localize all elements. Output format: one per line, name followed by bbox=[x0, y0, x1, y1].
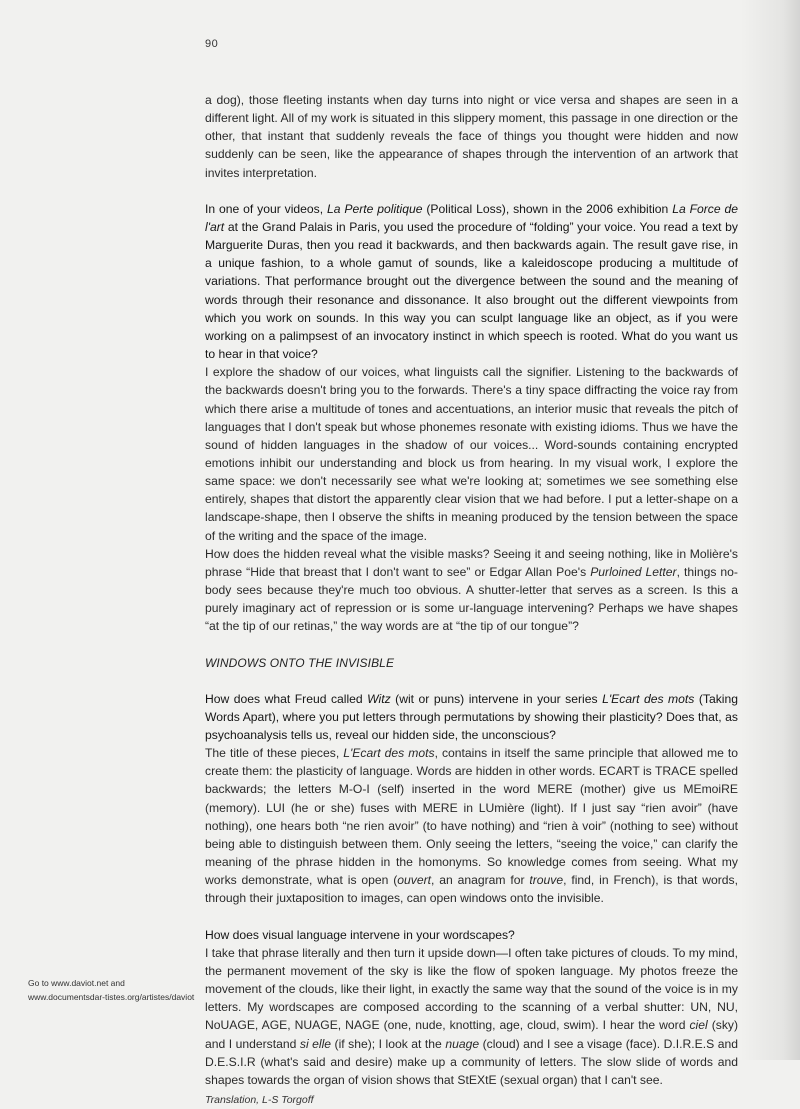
text-run: a dog), those fleeting instants when day turns into night or vice versa and shapes are seen in a different light. All of my work is situated in this slippery moment, this passage in one direction or the other, that instant that suddenly reveals the face of things you thought were hidden and now suddenly can be seen, like the appearance of shapes through the intervention of an artwork that invites interpretation. bbox=[205, 93, 738, 180]
italic-title: L'Ecart des mots bbox=[602, 691, 695, 706]
text-run: at the Grand Palais in Paris, you used the procedure of “folding” your voice. You read a text by Marguerite Duras, then you read it backwards, and then backwards again. The result gave rise, in a unique fashion, to a whole gamut of sounds, like a kaleidoscope producing a multitude of variations. That performance brought out the divergence between the sound and the meaning of words through their resonance and dissonance. It also brought out the different viewpoints from which you work on sounds. In this way you can sculpt language like an object, as if you were working on a palimpsest of an invocatory instinct in which speech is rooted. What do you want us to hear in that voice? bbox=[205, 219, 738, 362]
paragraph bbox=[205, 91, 738, 182]
interview-question bbox=[205, 926, 738, 944]
text-run: , contains in itself the same principle that allowed me to create them: the plasticity of language. Words are hidden in other words. ECART is TRACE spelled backwards; the letters M-O-I (self) inserted in the word MERE (mother) give us MEmoiRE (memory). LUI (he or she) fuses with MERE in LUmière (light). If I just say “rien avoir” (have nothing), one hears both “ne rien avoir” (to have nothing) and “rien à voir” (nothing to see) without being able to distinguish between them. Only seeing the letters, “seeing the voice,” can clarify the meaning of the phrase hidden in the homonyms. So knowledge comes from seeing. What my works demonstrate, what is open ( bbox=[205, 746, 738, 888]
text-run: , find, in French), is that words, through their juxtaposition to images, can open windows onto the invisible. bbox=[205, 873, 738, 906]
text-run: How does visual language intervene in your wordscapes? bbox=[205, 927, 515, 942]
text-run: (Taking Words Apart), where you put letters through permutations by showing their plasticity? Does that, as psychoanalysis tells us, reveal our hidden side, the unconscious? bbox=[205, 691, 738, 742]
text-run: (cloud) and I see a visage (face). D.I.R.E.S and D.E.S.I.R (what's said and desire) make up a community of letters. The slow slide of words and shapes towards the organ of vision shows that StEXtE (sexual organ) that I can't see. bbox=[205, 1036, 738, 1087]
interview-answer bbox=[205, 363, 738, 545]
text-run: (sky) and I understand bbox=[205, 1018, 738, 1051]
interview-question bbox=[205, 200, 738, 363]
interview-answer bbox=[205, 545, 738, 636]
text-run: , an anagram for bbox=[431, 873, 530, 888]
interview-question bbox=[205, 690, 738, 744]
interview-answer bbox=[205, 744, 738, 907]
text-run: How does what Freud called bbox=[205, 691, 368, 706]
translation-credit: Translation, L-S Torgoff bbox=[205, 1093, 314, 1106]
section-heading: WINDOWS ONTO THE INVISIBLE bbox=[205, 655, 395, 670]
text-run: How does the hidden reveal what the visible masks? Seeing it and seeing nothing, like in Molière's phrase “Hide that breast that I don't want to see” or Edgar Allan Poe's bbox=[205, 546, 738, 579]
text-run: (if she); I look at the bbox=[331, 1036, 446, 1051]
italic-title: trouve bbox=[529, 873, 564, 888]
text-run: , things no-body sees because they're much too obvious. A shutter-letter that serves as a screen. Is this a purely imaginary act of repression or is some ur-language intervening? Perhaps we have shapes “at the tip of our retinas,” the way words are at “the tip of our tongue”? bbox=[205, 564, 738, 634]
italic-title: ciel bbox=[689, 1018, 708, 1033]
page-gutter-shadow bbox=[740, 0, 800, 1060]
italic-title: La Force de l'art bbox=[205, 201, 738, 234]
text-run: I take that phrase literally and then turn it upside down—I often take pictures of clouds. To my mind, the permanent movement of the sky is like the flow of spoken language. My photos freeze the movement of the clouds, like their light, in exactly the same way that the sound of the voice is in my letters. My wordscapes are composed according to the scanning of a verbal shutter: UN, NU, NoUAGE, AGE, NUAGE, NAGE (one, nude, knotting, age, cloud, swim). I hear the word bbox=[205, 945, 738, 1033]
italic-title: L'Ecart des mots bbox=[343, 746, 435, 761]
italic-title: Witz bbox=[367, 691, 391, 706]
italic-title: La Perte politique bbox=[326, 201, 423, 216]
text-run: The title of these pieces, bbox=[205, 746, 344, 761]
page-number: 90 bbox=[205, 38, 219, 50]
interview-answer bbox=[205, 944, 738, 1089]
text-run: (wit or puns) intervene in your series bbox=[390, 691, 603, 706]
sidenote-links: Go to www.daviot.net and www.documentsdar-tistes.org/artistes/daviot bbox=[28, 978, 195, 1002]
italic-title: nuage bbox=[445, 1036, 480, 1051]
italic-title: Purloined Letter bbox=[590, 564, 677, 579]
text-run: I explore the shadow of our voices, what linguists call the signifier. Listening to the backwards of the backwards doesn't bring you to the forwards. There's a tiny space diffracting the voice ray from which there arise a multitude of tones and accentuations, an interior music that reveals the pitch of languages that I don't speak but whose phonemes resonate with existing idioms. Thus we have the sound of hidden languages in the shadow of our voices... Word-sounds containing encrypted emotions inhibit our understanding and block us from hearing. In my visual work, I explore the same space: we don't necessarily see what we're looking at; sometimes we see something else entirely, shapes that distort the apparently clear vision that we had before. I put a letter-shape on a landscape-shape, then I observe the shifts in meaning produced by the tension between the space of the writing and the space of the image. bbox=[205, 365, 738, 543]
text-column bbox=[205, 91, 738, 1109]
text-run: (Political Loss), shown in the 2006 exhibition bbox=[422, 201, 673, 216]
italic-title: si elle bbox=[299, 1036, 332, 1051]
italic-title: ouvert bbox=[397, 873, 432, 888]
text-run: In one of your videos, bbox=[205, 201, 327, 216]
